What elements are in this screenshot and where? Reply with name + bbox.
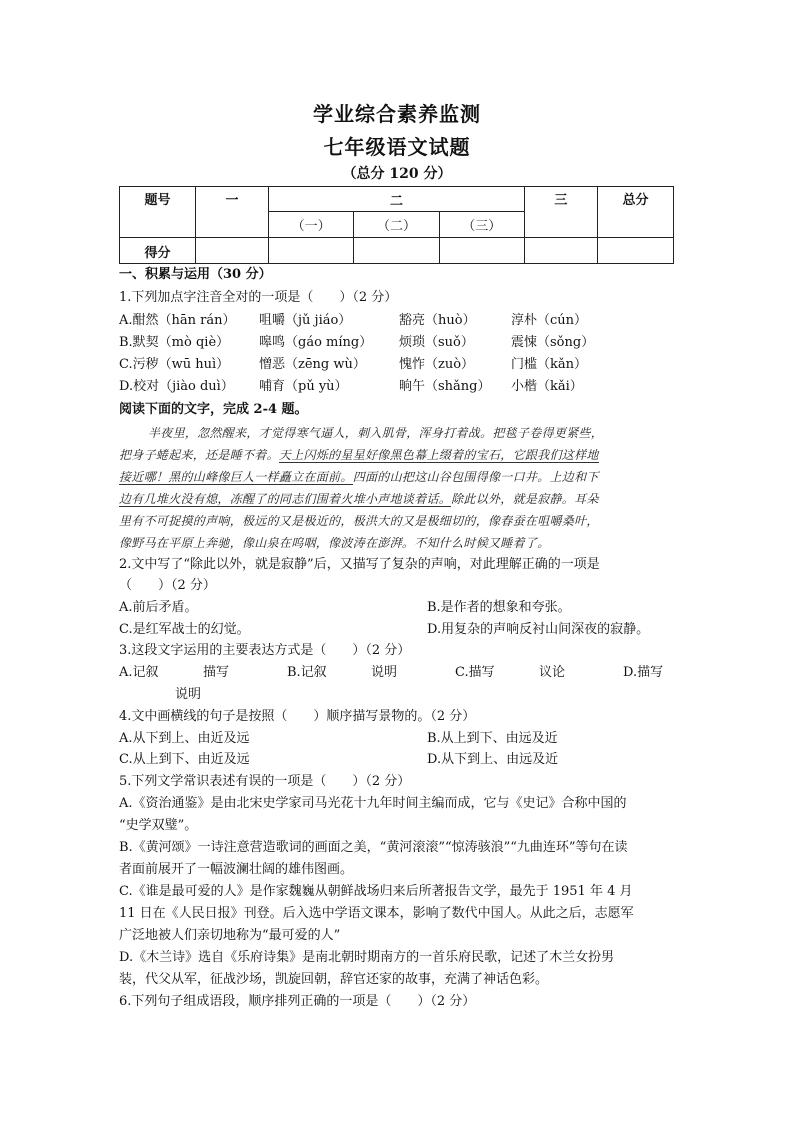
q5-option-b-cont: 者面前展开了一幅波澜壮阔的雄伟图画。 [119, 862, 354, 877]
q2-option-c: C.是红军战士的幻觉。 [119, 622, 250, 637]
score-table-sub-1: （一） [269, 212, 354, 237]
underlined-sentence: 接近哪！黑的山峰像巨人一样矗立在面前。 [119, 470, 353, 484]
exam-subtitle: 七年级语文试题 [323, 135, 471, 159]
q4-option-b: B.从上到下、由远及近 [427, 731, 558, 746]
score-table-header-qnum: 题号 [120, 187, 196, 238]
q2-option-b: B.是作者的想象和夸张。 [427, 600, 571, 615]
q2-option-d: D.用复杂的声响反衬山间深夜的寂静。 [427, 622, 650, 637]
score-cell[interactable] [354, 237, 439, 263]
q3-option-d: D.描写 [623, 665, 664, 680]
score-cell[interactable] [597, 237, 673, 263]
score-table-header-total: 总分 [597, 187, 673, 238]
q3-option-a-2: 描写 [203, 665, 230, 680]
q4-option-c: C.从上到下、由近及远 [119, 752, 250, 767]
underlined-sentence: 边有几堆火没有熄，冻醒了的同志们围着火堆小声地谈着话。 [119, 492, 452, 506]
question-2-stem-cont: （ ）（2 分） [119, 578, 216, 593]
question-1-stem: 1.下列加点字注音全对的一项是（ ）（2 分） [119, 290, 398, 305]
q1-option-d: D.校对（jiào duì） [119, 379, 234, 394]
q1-option-b-4: 震悚（sǒng） [511, 335, 595, 350]
q5-option-d-cont: 装，代父从军，征战沙场，凯旋回朝，辞官还家的故事，充满了神话色彩。 [119, 972, 549, 987]
q1-option-d-4: 小楷（kǎi） [511, 379, 583, 394]
q1-option-b-2: 嗥鸣（gáo míng） [259, 335, 373, 350]
score-cell[interactable] [269, 237, 354, 263]
score-cell[interactable] [439, 237, 524, 263]
question-5-stem: 5.下列文学常识表述有误的一项是（ ）（2 分） [119, 774, 411, 789]
q3-option-b: B.记叙 [287, 665, 327, 680]
passage-line: 像野马在平原上奔驰，像山泉在呜咽，像波涛在澎湃。不知什么时候又睡着了。 [119, 536, 550, 550]
passage-line: 把身子蜷起来，还是睡不着。天上闪烁的星星好像黑色幕上缀着的宝石，它跟我们这样地 [119, 448, 599, 462]
score-cell[interactable] [524, 237, 597, 263]
q5-option-b: B.《黄河颂》一诗注意营造歌词的画面之美，“黄河滚滚”“惊涛骇浪”“九曲连环”等句在读 [119, 840, 628, 855]
passage-line: 里有不可捉摸的声响，极远的又是极近的，极洪大的又是极细切的，像春蚕在咀嚼桑叶， [119, 514, 599, 528]
q5-option-a: A.《资治通鉴》是由北宋史学家司马光花十九年时间主编而成，它与《史记》合称中国的 [119, 796, 627, 811]
underlined-sentence: 天上闪烁的星星好像黑色幕上缀着的宝石，它跟我们这样地 [278, 448, 599, 462]
q3-option-c-2: 议论 [539, 665, 566, 680]
score-table-sub-2: （二） [354, 212, 439, 237]
q4-option-a: A.从下到上、由近及远 [119, 731, 250, 746]
q3-option-b-2: 说明 [371, 665, 398, 680]
q1-option-a-2: 咀嚼（jǔ jiáo） [259, 313, 352, 328]
passage-line: 半夜里，忽然醒来，才觉得寒气逼人，刺入肌骨，浑身打着战。把毯子卷得更紧些， [148, 426, 604, 440]
passage-line: 边有几堆火没有熄，冻醒了的同志们围着火堆小声地谈着话。除此以外，就是寂静。耳朵 [119, 492, 599, 506]
passage-line: 接近哪！黑的山峰像巨人一样矗立在面前。四面的山把这山谷包围得像一口井。上边和下 [119, 470, 599, 484]
question-4-stem: 4.文中画横线的句子是按照（ ）顺序描写景物的。（2 分） [119, 709, 476, 724]
q1-option-b-3: 烦琐（suǒ） [399, 335, 474, 350]
reading-heading: 阅读下面的文字，完成 2-4 题。 [119, 402, 308, 417]
q3-option-d-2: 说明 [175, 687, 202, 702]
q1-option-a: A.酣然（hān rán） [119, 313, 236, 328]
q2-option-a: A.前后矛盾。 [119, 600, 198, 615]
q3-option-a: A.记叙 [119, 665, 159, 680]
score-table-sub-3: （三） [439, 212, 524, 237]
q1-option-c-3: 愧怍（zuò） [399, 357, 475, 372]
q5-option-c: C.《谁是最可爱的人》是作家魏巍从朝鲜战场归来后所著报告文学，最先于 1951 年 4 月 [119, 884, 633, 899]
q1-option-d-3: 晌午（shǎng） [399, 379, 491, 394]
score-table-header-1: 一 [196, 187, 269, 238]
q1-option-c: C.污秽（wū huì） [119, 357, 230, 372]
q5-option-c-cont2: 广泛地被人们亲切地称为“最可爱的人” [119, 928, 341, 943]
question-6-stem: 6.下列句子组成语段，顺序排列正确的一项是（ ）（2 分） [119, 994, 476, 1009]
score-table-header-3: 三 [524, 187, 597, 238]
q5-option-a-cont: “史学双璧”。 [119, 818, 198, 833]
q4-option-d: D.从下到上、由远及近 [427, 752, 559, 767]
score-table-row-label: 得分 [120, 237, 196, 263]
score-cell[interactable] [196, 237, 269, 263]
q1-option-d-2: 哺育（pǔ yù） [259, 379, 348, 394]
exam-title: 学业综合素养监测 [313, 102, 481, 126]
score-table [119, 186, 674, 264]
q5-option-d: D.《木兰诗》选自《乐府诗集》是南北朝时期南方的一首乐府民歌，记述了木兰女扮男 [119, 950, 615, 965]
score-table-header-2: 二 [269, 187, 525, 212]
section-heading: 一、积累与运用（30 分） [119, 267, 272, 282]
q1-option-a-3: 豁亮（huò） [399, 313, 476, 328]
q1-option-a-4: 淳朴（cún） [511, 313, 588, 328]
question-3-stem: 3.这段文字运用的主要表达方式是（ ）（2 分） [119, 643, 411, 658]
q3-option-c: C.描写 [455, 665, 495, 680]
q1-option-b: B.默契（mò qiè） [119, 335, 230, 350]
total-score: （总分 120 分） [342, 166, 452, 182]
question-2-stem: 2.文中写了“除此以外，就是寂静”后，又描写了复杂的声响，对此理解正确的一项是 [119, 557, 600, 572]
q5-option-c-cont: 11 日在《人民日报》刊登。后入选中学语文课本，影响了数代中国人。从此之后，志愿军 [119, 906, 634, 921]
q1-option-c-2: 憎恶（zēng wù） [259, 357, 366, 372]
q1-option-c-4: 门槛（kǎn） [511, 357, 588, 372]
